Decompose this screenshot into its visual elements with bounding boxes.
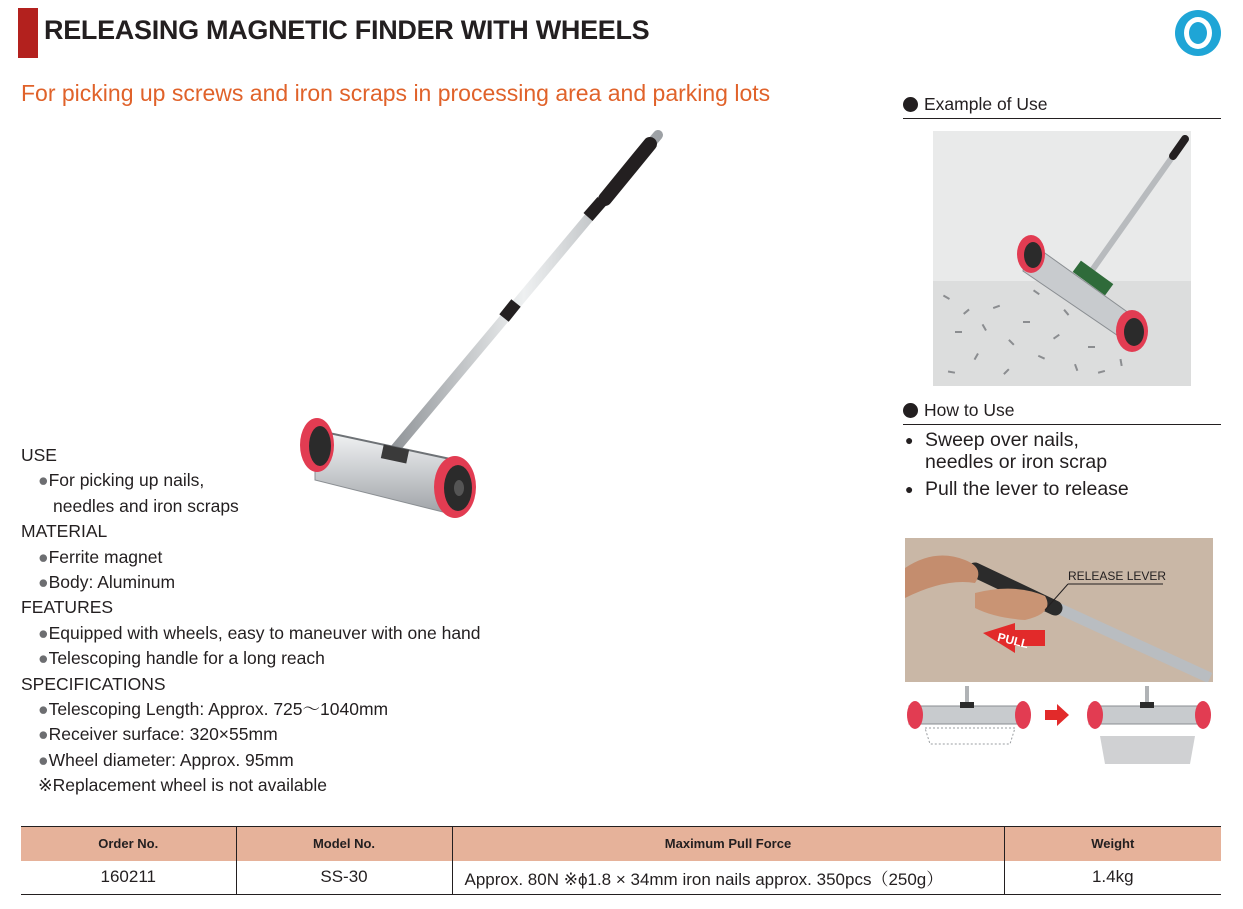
- how-to-use-list: [903, 429, 1221, 505]
- features-item: ●Telescoping handle for a long reach: [38, 648, 325, 669]
- column-header: Maximum Pull Force: [452, 827, 1004, 861]
- page-subtitle: For picking up screws and iron scraps in processing area and parking lots: [21, 80, 771, 106]
- features-header: FEATURES: [21, 597, 114, 618]
- example-of-use-photo: [933, 131, 1191, 386]
- material-header: MATERIAL: [21, 521, 108, 542]
- column-header: Weight: [1004, 827, 1221, 861]
- specifications-header: SPECIFICATIONS: [21, 673, 166, 694]
- how-to-use-step: ● Sweep over nails, needles or iron scrap: [905, 429, 1108, 473]
- bullet-icon: [903, 403, 918, 418]
- arrow-right-icon: [1045, 704, 1069, 726]
- order-table: [21, 826, 1221, 895]
- order-number-cell: 160211: [21, 861, 236, 895]
- how-to-use-step: ● Pull the lever to release: [905, 478, 1129, 500]
- column-header: Order No.: [21, 827, 236, 861]
- pull-label: PULL: [996, 630, 1030, 652]
- how-to-use-heading: How to Use: [903, 400, 1221, 425]
- weight-cell: 1.4kg: [1004, 861, 1221, 895]
- bullet-icon: [903, 97, 918, 112]
- specifications-item: ●Telescoping Length: Approx. 725～1040mm: [38, 699, 389, 720]
- column-header: Model No.: [236, 827, 452, 861]
- material-item: ●Body: Aluminum: [38, 572, 176, 593]
- specifications-item: ●Wheel diameter: Approx. 95mm: [38, 749, 294, 770]
- release-lever-label: RELEASE LEVER: [1068, 569, 1167, 583]
- table-row: [21, 861, 1221, 895]
- replacement-note: ※Replacement wheel is not available: [38, 775, 327, 796]
- features-item: ●Equipped with wheels, easy to maneuver with one hand: [38, 622, 481, 643]
- use-item: ●For picking up nails,: [38, 470, 205, 491]
- use-header: USE: [21, 445, 57, 465]
- pull-force-cell: Approx. 80N ※ϕ1.8 × 34mm iron nails approx. 350pcs（250g）: [452, 861, 1004, 895]
- release-before-after-illustration: [905, 686, 1215, 778]
- release-lever-photo: [905, 538, 1213, 682]
- page-title: RELEASING MAGNETIC FINDER WITH WHEELS: [44, 15, 650, 45]
- use-item: needles and iron scraps: [53, 495, 239, 516]
- example-of-use-heading: Example of Use: [903, 94, 1221, 119]
- material-item: ●Ferrite magnet: [38, 546, 163, 567]
- circle-zero-badge-icon: [1175, 10, 1221, 56]
- title-accent-bar: [18, 8, 38, 58]
- specifications-list: [21, 443, 581, 799]
- specifications-item: ●Receiver surface: 320×55mm: [38, 724, 278, 745]
- order-table-header-row: [21, 827, 1221, 861]
- model-number-cell: SS-30: [236, 861, 452, 895]
